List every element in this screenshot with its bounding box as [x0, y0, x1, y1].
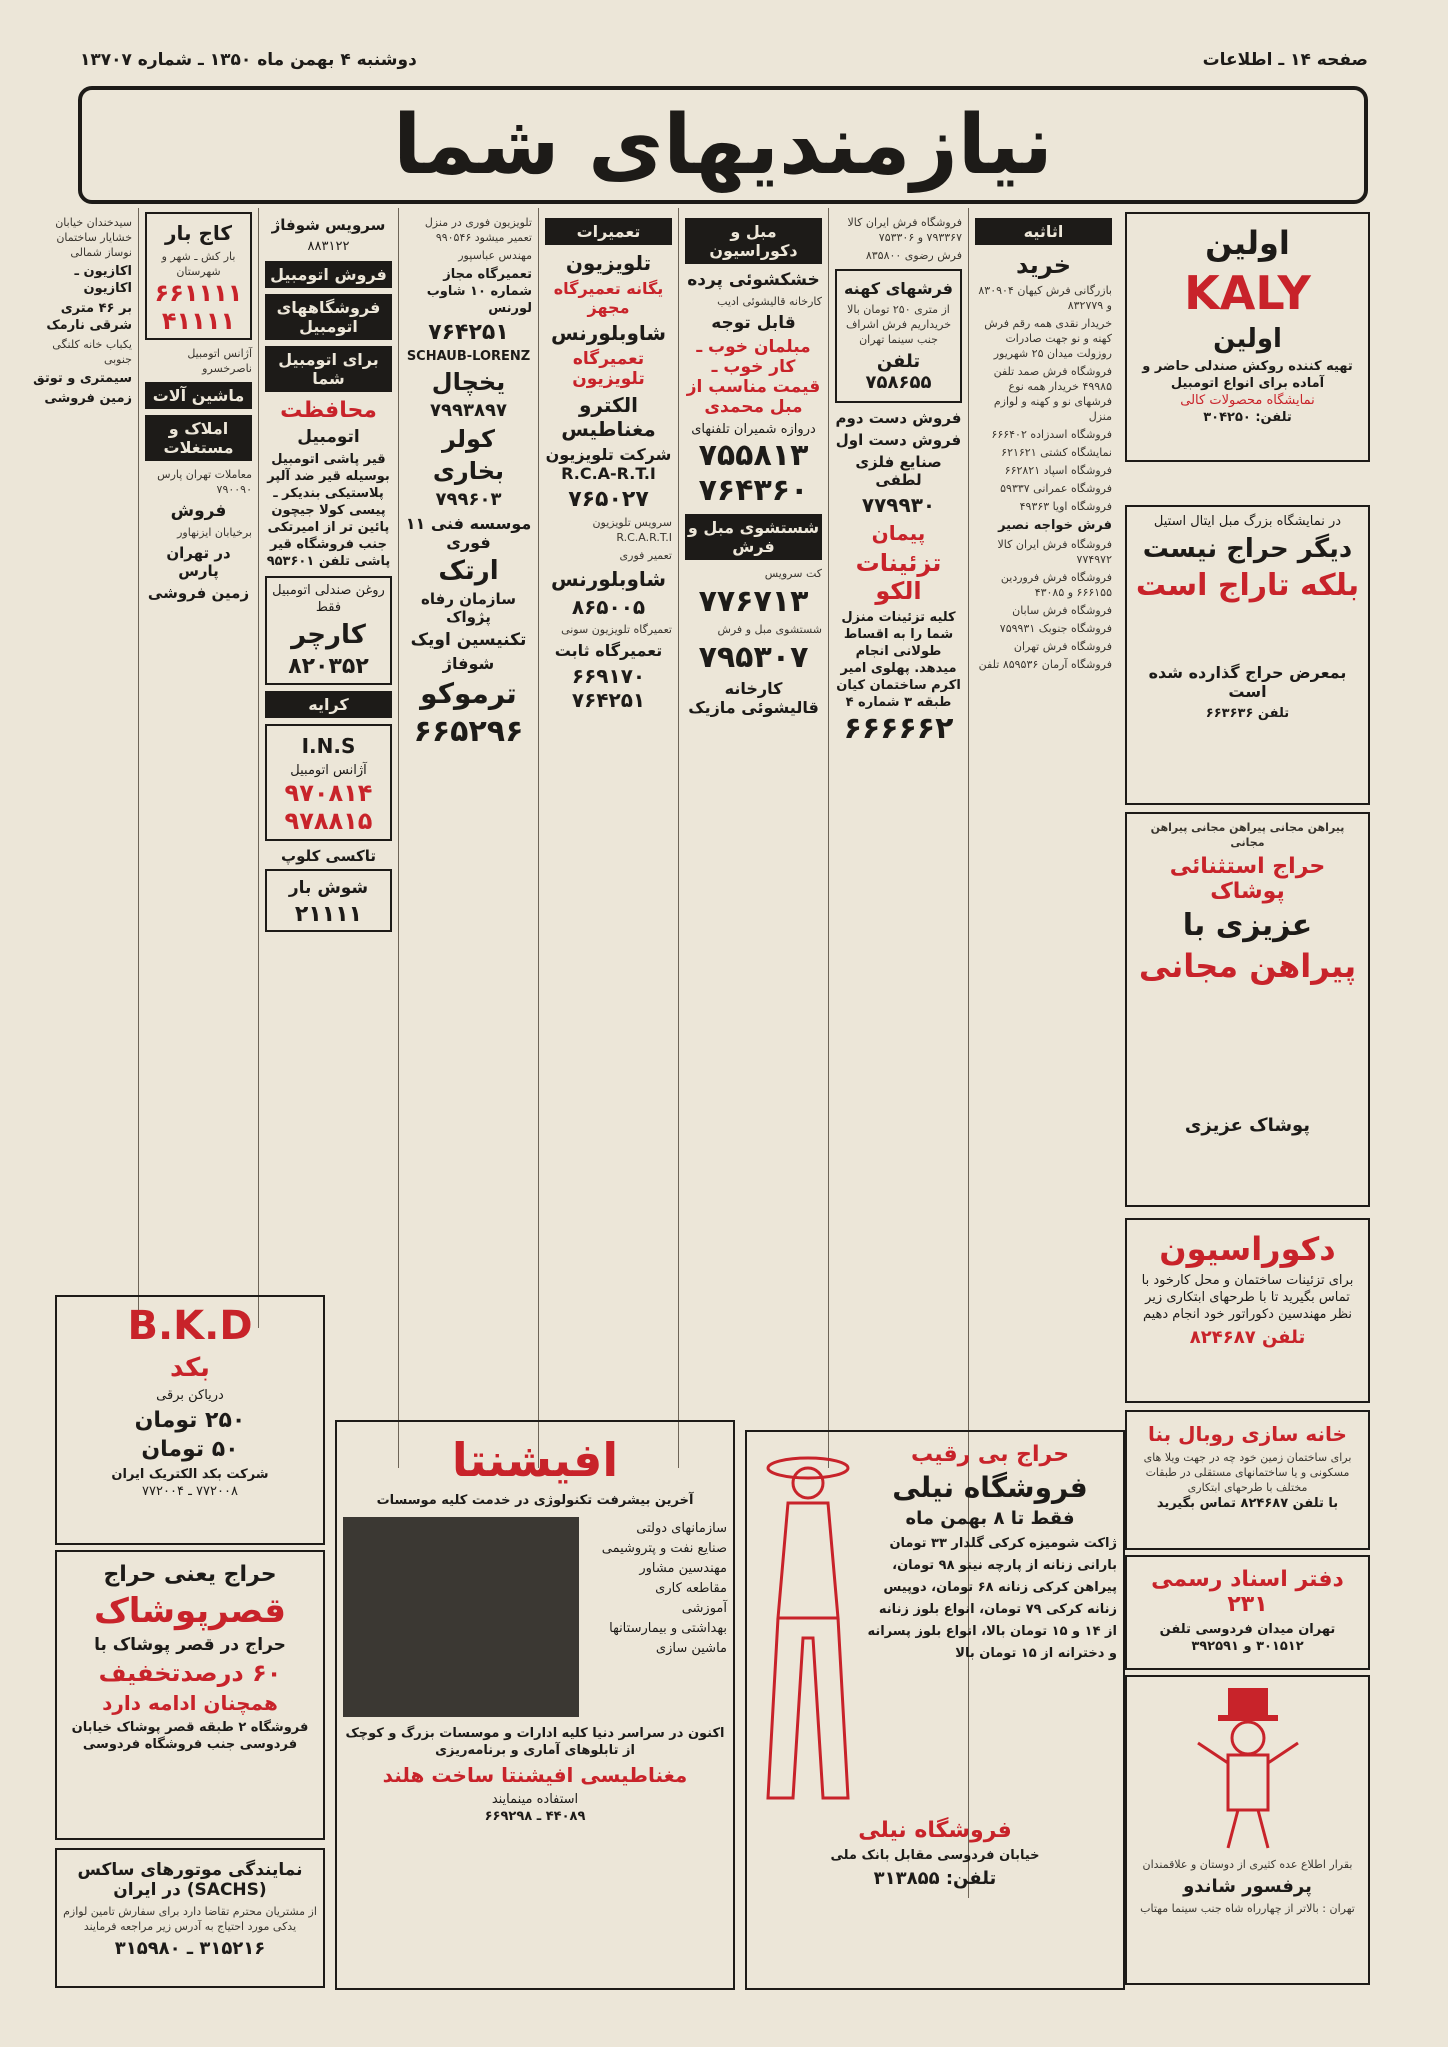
azizi-footer: پوشاک عزیزی — [1184, 1115, 1311, 1136]
title-sale: فروش — [170, 501, 227, 521]
listing: فروشگاه اویا ۴۹۳۶۳ — [1019, 500, 1112, 513]
section-washing: شستشوی مبل و فرش — [685, 514, 822, 560]
khanesazi-body: برای ساختمان زمین خود چه در جهت ویلا های مسکونی و یا ساختمانهای مستقلی در طبقات مختلف با طرحهای ابتکاری — [1143, 1451, 1352, 1494]
listing: کت سرویس — [764, 567, 822, 580]
phone: ۸۶۵۰۰۵ — [571, 595, 646, 619]
kaj-bar-title: کاج بار — [164, 221, 233, 245]
shoosh-title: شوش بار — [288, 878, 369, 898]
nili-footer-title: فروشگاه نیلی — [858, 1818, 1012, 1843]
bkd-phones: ۷۷۲۰۰۸ ـ ۷۷۲۰۰۴ — [142, 1484, 238, 1499]
shoosh-box — [265, 869, 392, 932]
kaly-title1: اولین — [1205, 224, 1290, 262]
nili-title2: فروشگاه نیلی — [892, 1471, 1088, 1504]
title-mohammadi: مبلمان خوب ـ کار خوب ـ قیمت مناسب از مبل محمدی — [686, 337, 821, 417]
title-peyman: پیمان — [871, 521, 926, 545]
afishenta-body: اکنون در سراسر دنیا کلیه ادارات و موسسات بزرگ و کوچک از تابلوهای آماری و برنامه‌ریزی — [345, 1726, 725, 1758]
title-heater: بخاری — [432, 457, 505, 485]
section-decor: مبل و دکوراسیون — [685, 218, 822, 264]
haraj-title1: دیگر حراج نیست — [1142, 534, 1353, 564]
title-tv-repair: تعمیرگاه تلویزیون — [572, 349, 645, 389]
haraj-ad — [1125, 505, 1370, 805]
khanesazi-phone: با تلفن ۸۲۴۶۸۷ تماس بگیرید — [1156, 1496, 1339, 1511]
listing: خریدار نقدی همه رقم فرش کهنه و نو جهت صادرات روزولت میدان ۲۵ شهریور — [984, 317, 1112, 360]
khanesazi-title: خانه سازی روبال بنا — [1148, 1422, 1347, 1446]
section-car-shops: فروشگاههای اتومبیل — [265, 294, 392, 340]
kaj-bar-sub: بار کش ـ شهر و شهرستان — [161, 250, 236, 278]
section-car-sale: فروش اتومبیل — [265, 261, 392, 288]
bkd-company: شرکت بکد الکتریک ایران — [111, 1467, 269, 1482]
nili-title1: حراج بی رقیب — [910, 1442, 1070, 1467]
phone: ۶۶۶۶۶۲ — [843, 711, 954, 746]
listing: برخیابان ایزنهاور — [177, 526, 252, 539]
shando-address: تهران : بالاتر از چهارراه شاه جنب سینما مهتاب — [1140, 1902, 1355, 1915]
afishenta-list-item: آموزشی — [681, 1601, 727, 1616]
phone: ۶۶۹۱۷۰ — [571, 664, 646, 688]
listing: نمایشگاه کشتی ۶۲۱۶۲۱ — [1001, 446, 1112, 459]
listing: اکازیون ـ اکازیون — [74, 264, 132, 296]
alko-text: کلیه تزئینات منزل شما را به اقساط طولانی انجام میدهد. پهلوی امیر اکرم ساختمان کیان طبقه ۳ شماره ۴ — [836, 610, 961, 710]
phone: ۸۸۳۱۲۲ — [307, 239, 350, 254]
bkd-price1: ۲۵۰ تومان — [134, 1408, 246, 1433]
ins-sub: آژانس اتومبیل — [290, 763, 367, 778]
title-rca: شرکت تلویزیون R.C.A-R.T.I — [545, 445, 672, 483]
nili-address: خیابان فردوسی مقابل بانک ملی — [830, 1848, 1040, 1863]
old-carpet-box — [835, 269, 962, 403]
afishenta-list — [587, 1517, 727, 1660]
title-cooler: کولر — [442, 425, 495, 453]
listing: شستشوی مبل و فرش — [717, 623, 822, 636]
ins-phone1: ۹۷۰۸۱۴ — [284, 779, 373, 807]
afishenta-sub: آخرین بیشرفت تکنولوژی در خدمت کلیه موسسات — [376, 1493, 694, 1508]
listing: فروشگاه اسپاد ۶۶۲۸۲۱ — [1004, 464, 1112, 477]
title-attention: قابل توجه — [711, 313, 796, 333]
section-rental: کرایه — [265, 691, 392, 718]
sachs-ad — [55, 1848, 325, 1988]
listing: فروشگاه فرش تهران — [1013, 640, 1112, 653]
ins-phone2: ۹۷۸۸۱۵ — [284, 807, 373, 835]
listing: فروشگاه فرش فروردین ۶۶۶۱۵۵ و ۴۳۰۸۵ — [1000, 571, 1112, 599]
title-mazik: کارخانه قالیشوئی مازیک — [688, 679, 819, 717]
afishenta-list-item: مقاطعه کاری — [655, 1581, 727, 1596]
listing: زمین فروشی — [44, 391, 132, 406]
qasr-title1: حراج یعنی حراج — [103, 1562, 277, 1587]
section-realestate: املاک و مستغلات — [145, 415, 252, 461]
daftar-body: تهران میدان فردوسی تلفن — [1159, 1622, 1336, 1637]
khanesazi-ad — [1125, 1410, 1370, 1550]
col-transport — [138, 208, 258, 1328]
title-protection: محافظت — [280, 398, 377, 423]
title-schaub: شاوبلورنس — [550, 321, 667, 345]
listing: سیدخندان خیابان خشایار ساختمان نوساز شمالی — [55, 216, 132, 259]
qasr-ad — [55, 1550, 325, 1840]
afishenta-list-item: ماشین سازی — [655, 1641, 727, 1656]
decoration-ad — [1125, 1218, 1370, 1403]
section-for-car: برای اتومبیل شما — [265, 346, 392, 392]
haraj-intro: در نمایشگاه بزرگ مبل ایتال استیل — [1153, 514, 1342, 529]
col-property — [23, 208, 138, 1328]
decoration-phone: تلفن ۸۲۴۶۸۷ — [1189, 1327, 1306, 1348]
azizi-banner-top: پیراهن مجانی پیراهن مجانی پیراهن مجانی — [1150, 821, 1345, 849]
phone: ۷۶۴۲۵۱ — [428, 320, 509, 345]
listing: آژانس اتومبیل ناصرخسرو — [187, 347, 252, 375]
section-repairs: تعمیرات — [545, 218, 672, 245]
karcher-title: روغن صندلی اتومبیل فقط — [272, 583, 385, 615]
listing: فروشگاه عمرانی ۵۹۳۳۷ — [1000, 482, 1112, 495]
phone: ۷۶۵۰۲۷ — [568, 487, 649, 512]
afishenta-list-item: سازمانهای دولتی — [636, 1521, 727, 1536]
listing: فروشگاه فرش سابان — [1012, 604, 1112, 617]
col-repairs — [538, 208, 678, 1468]
bkd-tag: دریاکن برقی — [156, 1388, 224, 1403]
decoration-body: برای تزئینات ساختمان و محل کارخود با تماس بگیرید تا با طرحهای ابتکاری زیر نظر مهندسین دکوراتور خود انجام دهیم — [1141, 1273, 1354, 1322]
kaly-brand: KALY — [1184, 266, 1311, 320]
old-carpet-phone: تلفن ۷۵۸۶۵۵ — [865, 351, 932, 393]
decoration-title: دکوراسیون — [1159, 1230, 1336, 1268]
col-carpet — [828, 208, 968, 1468]
title-second-hand: فروش دست دوم — [835, 409, 962, 427]
bkd-brand-fa: بکد — [170, 1353, 210, 1383]
listing: سیمتری و توتق — [33, 371, 132, 386]
listing: فروشگاه اسدزاده ۶۶۶۴۰۲ — [991, 428, 1112, 441]
ins-box — [265, 724, 392, 841]
ins-title: I.N.S — [301, 734, 356, 758]
listing: یکباب خانه کلنگی جنوبی — [52, 338, 132, 366]
mohammadi-address: دروازه شمیران تلفنهای — [691, 422, 816, 437]
listing: سرویس تلویزیون R.C.A.R.T.I — [592, 516, 672, 544]
qasr-body1: حراج در قصر پوشاک با — [94, 1635, 286, 1655]
phone: ۶۶۵۲۹۶ — [413, 714, 524, 749]
daftar-ad — [1125, 1555, 1370, 1670]
listing: فرش خواجه نصیر — [998, 518, 1112, 533]
col-auto — [258, 208, 398, 1328]
karcher-box — [265, 576, 392, 685]
title-shofaj: شوفاژ — [442, 654, 495, 673]
kaj-bar-phone2: ۴۱۱۱۱ — [161, 307, 236, 335]
title-lotfi: صنایع فلزی لطفی — [855, 453, 942, 489]
magician-illustration — [1183, 1683, 1313, 1853]
shoosh-phone: ۲۱۱۱۱ — [294, 902, 363, 927]
phone: ۷۶۴۳۶۰ — [698, 473, 809, 508]
section-machinery: ماشین آلات — [145, 382, 252, 409]
listing: فرش رضوی ۸۳۵۸۰۰ — [865, 249, 962, 262]
bkd-ad — [55, 1295, 325, 1545]
phone: ۷۵۵۸۱۳ — [698, 438, 809, 473]
title-curtain: خشکشوئی پرده — [687, 270, 820, 290]
afishenta-list-item: مهندسین مشاور — [639, 1561, 727, 1576]
listing: مهندس عباسپور — [458, 249, 532, 262]
brand-schaub: SCHAUB-LORENZ — [406, 349, 531, 364]
protection-body: قیر پاشی اتومبیل بوسیله قیر ضد آلپر پلاستیکی بندیکر ـ پیسی کولا جیچون پائین تر از امیرتکی جنب فروشگاه قیر پاشی تلفن ۹۵۳۶۰۱ — [266, 452, 391, 569]
title-fridge: یخچال — [431, 368, 506, 396]
haraj-phone: تلفن ۶۶۳۶۳۶ — [1205, 706, 1290, 721]
listing: معاملات تهران پارس ۷۹۰۰۹۰ — [157, 468, 252, 496]
title-taxi: تاکسی کلوپ — [281, 847, 376, 865]
daftar-title: دفتر اسناد رسمی ۲۳۱ — [1151, 1567, 1344, 1617]
phone: ۷۹۹۶۰۳ — [435, 489, 502, 510]
haraj-title2: بلکه تاراج است — [1135, 568, 1360, 603]
title-alko: تزئینات الکو — [855, 549, 942, 605]
title-technician: تکنیسین اویک — [410, 630, 527, 650]
phone: ۷۶۴۲۵۱ — [571, 688, 646, 712]
daftar-phone: ۳۰۱۵۱۲ و ۳۹۲۵۹۱ — [1191, 1639, 1304, 1654]
title-buy: خرید — [1015, 251, 1072, 279]
afishenta-phones: ۴۴۰۸۹ ـ ۶۶۹۲۹۸ — [484, 1809, 586, 1824]
shando-ad — [1125, 1675, 1370, 1985]
title-tv: تلویزیون — [565, 251, 652, 275]
old-carpet-title: فرشهای کهنه — [843, 279, 954, 298]
afishenta-photo — [343, 1517, 579, 1717]
listing: تلویزیون فوری در منزل تعمیر میشود ۹۹۰۵۴۶ — [424, 216, 532, 244]
afishenta-title: افیشنتا — [451, 1433, 619, 1487]
sachs-title: نمایندگی موتورهای ساکس (SACHS) در ایران — [77, 1860, 303, 1900]
title-artek: ارتک — [438, 556, 499, 586]
kaj-bar-box — [145, 212, 252, 340]
afishenta-list-item: صنایع نفت و پتروشیمی — [601, 1541, 727, 1556]
issue-date-label: دوشنبه ۴ بهمن ماه ۱۳۵۰ ـ شماره ۱۳۷۰۷ — [80, 50, 417, 70]
old-carpet-text: از متری ۲۵۰ تومان بالا خریداریم فرش اشراف جنب سینما تهران — [845, 303, 951, 346]
karcher-phone: ۸۲۰۳۵۲ — [288, 654, 369, 679]
shando-name: پرفسور شاندو — [1183, 1876, 1312, 1897]
kaly-ad — [1125, 212, 1370, 462]
title-first-hand: فروش دست اول — [835, 431, 962, 449]
bkd-brand: B.K.D — [127, 1303, 253, 1349]
shando-body: بقرار اطلاع عده کثیری از دوستان و علاقمندان — [1142, 1858, 1353, 1871]
title-electro: الکترو مغناطیس — [561, 393, 656, 441]
phone: ۷۷۹۹۳۰ — [861, 493, 936, 517]
afishenta-ad — [335, 1420, 735, 1990]
qasr-footer: فروشگاه ۲ طبقه قصر پوشاک خیابان فردوسی جنب فروشگاه فردوسی — [71, 1720, 309, 1752]
listing: بر ۴۶ متری شرقی نارمک — [46, 301, 132, 333]
nili-title3: فقط تا ۸ بهمن ماه — [905, 1508, 1075, 1529]
azizi-ad — [1125, 812, 1370, 1207]
title-fixed-repair: تعمیرگاه ثابت — [554, 641, 663, 660]
title-heating-service: سرویس شوفاژ — [271, 216, 386, 234]
page-number-label: صفحه ۱۴ ـ اطلاعات — [1202, 50, 1368, 70]
azizi-title2: عزیزی با — [1182, 908, 1313, 943]
title-automobile: اتومبیل — [297, 427, 360, 447]
sachs-phones: ۳۱۵۲۱۶ ـ ۳۱۵۹۸۰ — [114, 1938, 266, 1959]
section-furniture: اثاثیه — [975, 218, 1112, 245]
phone: ۷۹۵۳۰۷ — [698, 640, 809, 675]
title-institute: موسسه فنی ۱۱ فوری — [405, 514, 532, 552]
kaly-title2: اولین — [1213, 324, 1282, 354]
nili-body: ژاکت شومیزه کرکی گلدار ۳۳ تومان بارانی زنانه از پارچه نینو ۹۸ تومان، پیراهن کرکی زنانه ۶۸ تومان، دوپیس زنانه کرکی ۷۹ تومان، انواع بلوز زنانه از ۱۴ و ۱۵ تومان بالا، انواع بلوز پسرانه و دخترانه از ۱۵ تومان بالا — [867, 1536, 1117, 1661]
col-appliance — [398, 208, 538, 1468]
qasr-title2: قصرپوشاک — [93, 1591, 286, 1631]
listing: تعمیرگاه تلویزیون سونی — [561, 623, 672, 636]
masthead-title: نیازمندیهای شما — [78, 86, 1368, 204]
karcher-main: کارچر — [291, 620, 366, 650]
haraj-body: بمعرض حراج گذارده شده است — [1148, 663, 1347, 701]
afishenta-red: مغناطیسی افیشنتا ساخت هلند — [382, 1763, 688, 1787]
bkd-price2: ۵۰ تومان — [141, 1437, 239, 1462]
title-thermoco: ترموکو — [420, 677, 517, 710]
fashion-illustration — [753, 1438, 863, 1818]
qasr-title3: ۶۰ درصدتخفیف — [98, 1659, 282, 1687]
title-tehranpars: در تهران پارس — [166, 544, 231, 580]
phone: ۷۹۹۳۸۹۷ — [430, 400, 507, 421]
nili-ad — [745, 1430, 1125, 1990]
listing: فروشگاه فرش ایران کالا ۷۹۳۳۶۷ و ۷۵۳۳۰۶ — [847, 216, 962, 244]
azizi-title1: حراج استثنائی پوشاک — [1169, 854, 1326, 904]
col-decor — [678, 208, 828, 1468]
afishenta-list-item: بهداشتی و بیمارستانها — [609, 1621, 727, 1636]
nili-phone: تلفن: ۳۱۳۸۵۵ — [873, 1868, 997, 1889]
title-schaub2: شاوبلورنس — [550, 567, 667, 591]
afishenta-body-row — [343, 1517, 727, 1717]
title-land: زمین فروشی — [147, 584, 250, 602]
azizi-title3: پیراهن مجانی — [1138, 947, 1357, 985]
listing: بازرگانی فرش کیهان ۸۳۰۹۰۴ و ۸۳۲۷۷۹ — [978, 284, 1112, 312]
listing: فروشگاه آرمان ۸۵۹۵۳۶ تلفن — [978, 658, 1112, 671]
afishenta-footer: استفاده مینمایند — [491, 1792, 579, 1807]
listing: تعمیر فوری — [619, 549, 672, 562]
listing: فروشگاه جنوبک ۷۵۹۹۳۱ — [999, 622, 1112, 635]
kaly-desc: تهیه کننده روکش صندلی حاضر و آماده برای انواع اتومبیل — [1142, 359, 1353, 391]
listing: فروشگاه فرش صمد تلفن ۴۹۹۸۵ خریدار همه نوع فرشهای نو و کهنه و لوازم منزل — [993, 365, 1112, 423]
title-pejvak: سازمان رفاه پژواک — [421, 590, 516, 626]
qasr-title4: همچنان ادامه دارد — [102, 1691, 278, 1715]
title-unique-repair: یگانه تعمیرگاه مجهز — [553, 279, 664, 317]
listing: کارخانه قالیشوئی ادیب — [717, 295, 822, 308]
kaj-bar-phone1: ۶۶۱۱۱۱ — [154, 279, 243, 307]
listing: تعمیرگاه مجاز شماره ۱۰ شاوب لورنس — [426, 267, 532, 316]
sachs-body: از مشتریان محترم تقاضا دارد برای سفارش تامین لوازم یدکی مورد احتیاج به آدرس زیر مراجعه فرمایند — [63, 1905, 317, 1933]
kaly-showroom: نمایشگاه محصولات کالی — [1180, 393, 1315, 408]
listing: فروشگاه فرش ایران کالا ۷۷۴۹۷۲ — [997, 538, 1112, 566]
phone: ۷۷۶۷۱۳ — [698, 584, 809, 619]
kaly-phone: تلفن: ۳۰۴۲۵۰ — [1203, 410, 1292, 425]
